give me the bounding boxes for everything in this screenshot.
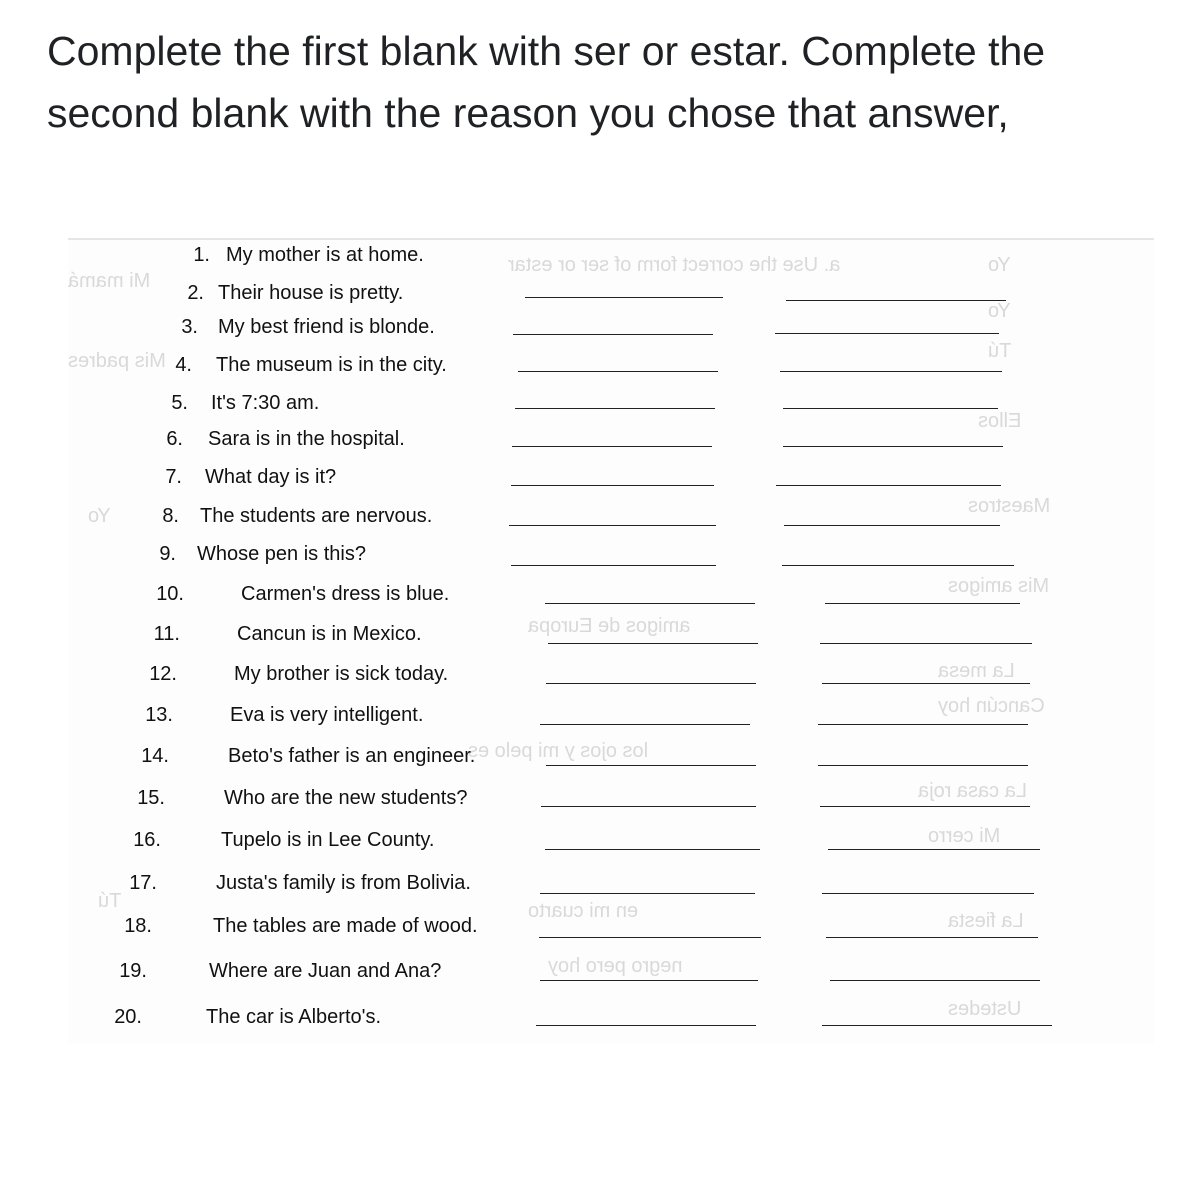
answer-blank-verb[interactable] xyxy=(541,806,756,807)
item-sentence: My brother is sick today. xyxy=(234,663,449,685)
list-item xyxy=(0,872,1200,902)
item-number: 6. xyxy=(166,428,183,450)
item-sentence: Who are the new students? xyxy=(224,787,468,809)
answer-blank-reason[interactable] xyxy=(818,765,1028,766)
item-number: 14. xyxy=(141,745,169,767)
bleed-through-text: Maestros xyxy=(968,495,1051,517)
item-number: 20. xyxy=(114,1006,142,1028)
bleed-through-text: Yo xyxy=(88,505,111,527)
bleed-through-text: Mi cerro xyxy=(928,825,1001,847)
item-sentence: The museum is in the city. xyxy=(216,354,447,376)
answer-blank-reason[interactable] xyxy=(822,1025,1052,1026)
list-item xyxy=(0,428,1200,458)
list-item xyxy=(0,505,1200,535)
answer-blank-reason[interactable] xyxy=(820,806,1030,807)
bleed-through-text: Ustedes xyxy=(948,998,1022,1020)
list-item xyxy=(0,704,1200,734)
item-sentence: My best friend is blonde. xyxy=(218,316,435,338)
list-item xyxy=(0,316,1200,346)
list-item xyxy=(0,960,1200,990)
item-number: 15. xyxy=(137,787,165,809)
item-sentence: Cancun is in Mexico. xyxy=(237,623,422,645)
bleed-through-text: Mi mamá xyxy=(68,270,151,292)
item-number: 4. xyxy=(175,354,192,376)
list-item xyxy=(0,583,1200,613)
bleed-through-text: negro pero hoy xyxy=(548,955,683,977)
answer-blank-reason[interactable] xyxy=(784,525,1000,526)
answer-blank-reason[interactable] xyxy=(822,893,1034,894)
item-sentence: The car is Alberto's. xyxy=(206,1006,381,1028)
bleed-through-text: los ojos y mi pelo es xyxy=(468,740,649,762)
answer-blank-reason[interactable] xyxy=(776,485,1001,486)
item-number: 16. xyxy=(133,829,161,851)
item-number: 13. xyxy=(145,704,173,726)
answer-blank-verb[interactable] xyxy=(540,724,750,725)
item-sentence: Carmen's dress is blue. xyxy=(241,583,450,605)
list-item xyxy=(0,623,1200,653)
answer-blank-verb[interactable] xyxy=(539,937,761,938)
list-item xyxy=(0,354,1200,384)
item-sentence: The tables are made of wood. xyxy=(213,915,478,937)
answer-blank-reason[interactable] xyxy=(783,446,1003,447)
answer-blank-verb[interactable] xyxy=(540,980,758,981)
item-sentence: Tupelo is in Lee County. xyxy=(221,829,435,851)
bleed-through-text: Tú xyxy=(98,890,122,912)
list-item xyxy=(0,466,1200,496)
bleed-through-text: Yo xyxy=(988,254,1011,276)
answer-blank-verb[interactable] xyxy=(513,334,713,335)
item-number: 5. xyxy=(171,392,188,414)
list-item xyxy=(0,392,1200,422)
item-number: 8. xyxy=(162,505,179,527)
item-sentence: It's 7:30 am. xyxy=(211,392,320,414)
bleed-through-text: a. Use the correct form of ser or estar xyxy=(508,254,841,276)
item-sentence: My mother is at home. xyxy=(226,244,424,266)
item-number: 9. xyxy=(159,543,176,565)
item-sentence: Sara is in the hospital. xyxy=(208,428,405,450)
answer-blank-verb[interactable] xyxy=(545,849,760,850)
bleed-through-text: en mi cuarto xyxy=(528,900,639,922)
answer-blank-reason[interactable] xyxy=(780,371,1002,372)
answer-blank-reason[interactable] xyxy=(786,300,1006,301)
list-item xyxy=(0,543,1200,573)
answer-blank-verb[interactable] xyxy=(511,485,714,486)
answer-blank-reason[interactable] xyxy=(783,408,998,409)
item-sentence: Whose pen is this? xyxy=(197,543,366,565)
bleed-through-text: Yo xyxy=(988,300,1011,322)
item-sentence: Beto's father is an engineer. xyxy=(228,745,476,767)
item-number: 11. xyxy=(153,623,180,645)
list-item xyxy=(0,787,1200,817)
item-sentence: The students are nervous. xyxy=(200,505,433,527)
bleed-through-text: Mis amigos xyxy=(948,575,1050,597)
answer-blank-verb[interactable] xyxy=(518,371,718,372)
answer-blank-reason[interactable] xyxy=(830,980,1040,981)
item-number: 2. xyxy=(187,282,204,304)
bleed-through-text: La casa roja xyxy=(918,780,1027,802)
bleed-through-text: Tú xyxy=(988,340,1012,362)
list-item xyxy=(0,282,1200,312)
item-sentence: Justa's family is from Bolivia. xyxy=(216,872,471,894)
answer-blank-verb[interactable] xyxy=(540,893,755,894)
list-item xyxy=(0,829,1200,859)
bleed-through-text: Cancún hoy xyxy=(938,695,1045,717)
list-item xyxy=(0,663,1200,693)
item-number: 7. xyxy=(165,466,182,488)
bleed-through-text: La mesa xyxy=(938,660,1015,682)
list-item xyxy=(0,1006,1200,1036)
answer-blank-reason[interactable] xyxy=(828,849,1040,850)
item-number: 10. xyxy=(156,583,184,605)
answer-blank-verb[interactable] xyxy=(546,765,756,766)
list-item xyxy=(0,915,1200,945)
answer-blank-reason[interactable] xyxy=(820,643,1032,644)
answer-blank-verb[interactable] xyxy=(512,446,712,447)
bleed-through-text: Ellos xyxy=(978,410,1022,432)
list-item xyxy=(0,244,1200,274)
list-item xyxy=(0,745,1200,775)
item-sentence: Where are Juan and Ana? xyxy=(209,960,442,982)
answer-blank-reason[interactable] xyxy=(822,683,1030,684)
answer-blank-reason[interactable] xyxy=(826,937,1038,938)
instructions-text: Complete the first blank with ser or estar. Complete the second blank with the reason you chose that answer, xyxy=(47,28,1046,136)
answer-blank-reason[interactable] xyxy=(775,333,999,334)
item-sentence: Eva is very intelligent. xyxy=(230,704,424,726)
answer-blank-verb[interactable] xyxy=(536,1025,756,1026)
item-number: 1. xyxy=(193,244,210,266)
item-number: 3. xyxy=(181,316,198,338)
answer-blank-verb[interactable] xyxy=(525,297,723,298)
answer-blank-reason[interactable] xyxy=(825,603,1020,604)
answer-blank-verb[interactable] xyxy=(545,603,755,604)
answer-blank-verb[interactable] xyxy=(548,643,758,644)
bleed-through-text: Mis padres xyxy=(68,350,166,372)
answer-blank-verb[interactable] xyxy=(515,408,715,409)
answer-blank-reason[interactable] xyxy=(818,724,1028,725)
item-number: 17. xyxy=(129,872,157,894)
item-number: 12. xyxy=(149,663,177,685)
bleed-through-text: La fiesta xyxy=(948,910,1024,932)
item-sentence: What day is it? xyxy=(205,466,337,488)
item-sentence: Their house is pretty. xyxy=(218,282,404,304)
item-number: 19. xyxy=(119,960,147,982)
answer-blank-verb[interactable] xyxy=(546,683,756,684)
item-number: 18. xyxy=(124,915,152,937)
answer-blank-verb[interactable] xyxy=(509,525,716,526)
bleed-through-text: amigos de Europa xyxy=(528,615,691,637)
answer-blank-reason[interactable] xyxy=(782,565,1014,566)
answer-blank-verb[interactable] xyxy=(511,565,716,566)
